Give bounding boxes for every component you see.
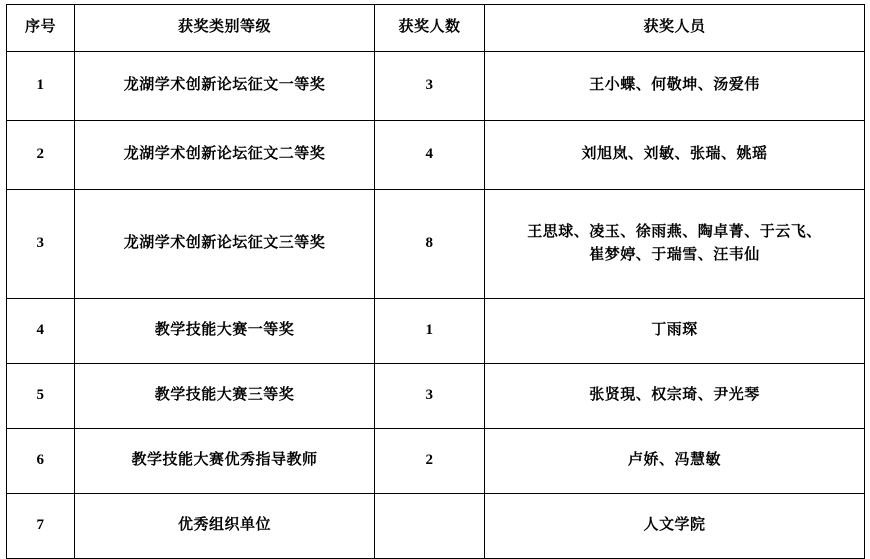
row-people (485, 190, 865, 299)
row-people: 张贤現、权宗琦、尹光琴 (485, 364, 865, 429)
row-number: 4 (7, 299, 75, 364)
table-row (7, 364, 865, 429)
row-count: 3 (375, 364, 485, 429)
row-category: 龙湖学术创新论坛征文二等奖 (75, 121, 375, 190)
row-category: 优秀组织单位 (75, 494, 375, 559)
row-number: 3 (7, 190, 75, 299)
row-number: 6 (7, 429, 75, 494)
table-row (7, 52, 865, 121)
table-row (7, 429, 865, 494)
row-people: 王小蝶、何敬坤、汤爱伟 (485, 52, 865, 121)
row-number: 7 (7, 494, 75, 559)
row-people: 人文学院 (485, 494, 865, 559)
column-header-category: 获奖类别等级 (75, 5, 375, 52)
column-header-people: 获奖人员 (485, 5, 865, 52)
table-header-row (7, 5, 865, 52)
column-header-no: 序号 (7, 5, 75, 52)
table-row (7, 494, 865, 559)
row-category: 教学技能大赛三等奖 (75, 364, 375, 429)
row-people-line: 王思球、凌玉、徐雨燕、陶卓菁、于云飞、 (527, 223, 822, 240)
row-people-line: 崔梦婷、于瑞雪、汪韦仙 (589, 247, 760, 263)
row-count: 8 (375, 190, 485, 299)
row-category: 教学技能大赛优秀指导教师 (75, 429, 375, 494)
row-count: 3 (375, 52, 485, 121)
table-row (7, 190, 865, 299)
award-table (6, 4, 865, 559)
row-count: 4 (375, 121, 485, 190)
row-people: 刘旭岚、刘敏、张瑞、姚瑶 (485, 121, 865, 190)
row-count: 2 (375, 429, 485, 494)
column-header-count: 获奖人数 (375, 5, 485, 52)
row-category: 教学技能大赛一等奖 (75, 299, 375, 364)
row-count: 1 (375, 299, 485, 364)
table-row (7, 121, 865, 190)
row-number: 1 (7, 52, 75, 121)
row-people: 卢娇、冯慧敏 (485, 429, 865, 494)
row-category: 龙湖学术创新论坛征文一等奖 (75, 52, 375, 121)
row-number: 2 (7, 121, 75, 190)
row-number: 5 (7, 364, 75, 429)
row-people: 丁雨琛 (485, 299, 865, 364)
row-category: 龙湖学术创新论坛征文三等奖 (75, 190, 375, 299)
row-count (375, 494, 485, 559)
table-row (7, 299, 865, 364)
